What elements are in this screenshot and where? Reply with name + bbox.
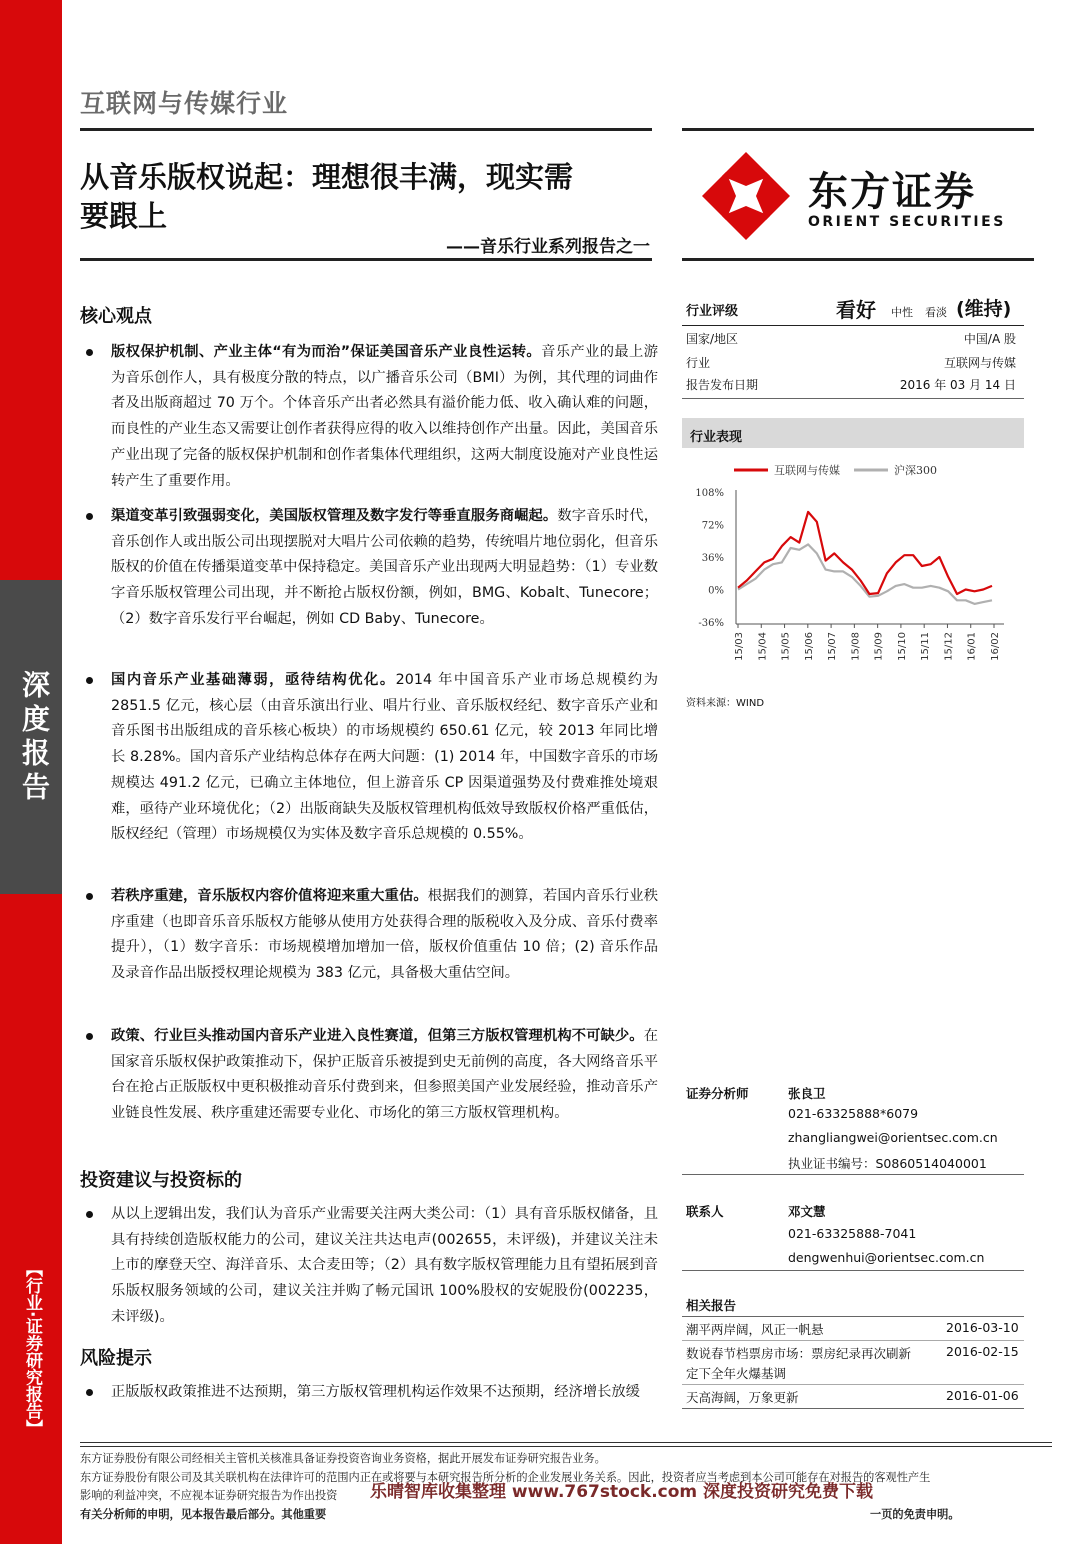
contact-phone: 021-63325888-7041 [788, 1226, 917, 1241]
related-rule-bottom [682, 1408, 1024, 1409]
performance-chart [682, 454, 1024, 686]
bullet-icon [86, 893, 93, 900]
x-tick-label: 15/07 [827, 632, 839, 661]
related-rule-1 [682, 1340, 1024, 1341]
rating-option-negative: 看淡 [925, 306, 947, 319]
related-item-2-date: 2016-02-15 [946, 1344, 1019, 1359]
invest-heading: 投资建议与投资标的 [80, 1170, 242, 1191]
analyst-name: 张良卫 [788, 1086, 826, 1101]
rating-row-date: 报告发布日期 2016 年 03 月 14 日 [686, 378, 1016, 392]
bullet-icon [86, 1033, 93, 1040]
series-line [738, 512, 992, 594]
analyst-rule [682, 1174, 1024, 1175]
brand-rule-top [682, 128, 1034, 131]
bullet-icon [86, 349, 93, 356]
related-item-1-date: 2016-03-10 [946, 1320, 1019, 1335]
side-band-top [0, 0, 62, 580]
core-item-1: 版权保护机制、产业主体“有为而治”保证美国音乐产业良性运转。音乐产业的最上游为音乐创作人，具有极度分散的特点，以广播音乐公司（BMI）为例，其代理的词曲作者及出版商超过 70 万个。个体音乐产出者必然具有溢价能力低、收入确认难的问题，而良性的产业生态又需要让创作者获得应得的收入以维持创作产出量。因此，美国音乐产业出现了完备的版权保护机制和创作者集体代理组织，这两大制度设施对产业良性运转产生了重要作用。 [80, 340, 658, 494]
rating-row-industry: 行业 互联网与传媒 [686, 356, 1016, 370]
invest-item: 从以上逻辑出发，我们认为音乐产业需要关注两大类公司：（1）具有音乐版权储备，且具有持续创造版权能力的公司，建议关注共达电声(002655，未评级)，并建议关注未上市的摩登天空、海洋音乐、太合麦田等；（2）具有数字版权管理能力且有望拓展到音乐版权服务领域的公司，建议关注并购了畅元国讯 100%股权的安妮股份(002235，未评级)。 [80, 1202, 658, 1331]
legend-label: 互联网与传媒 [774, 464, 840, 477]
bullet-icon [86, 513, 93, 520]
rating-rule [682, 325, 1024, 326]
y-tick-label: -36% [698, 618, 724, 629]
x-tick-label: 15/12 [943, 632, 955, 661]
rating-keep: (维持) [956, 298, 1012, 320]
analyst-label: 证券分析师 [686, 1086, 749, 1101]
rating-label: 行业评级 [686, 304, 739, 319]
chart-svg [682, 454, 1024, 686]
x-tick-label: 15/09 [873, 632, 885, 661]
brand-logo-icon [700, 150, 792, 242]
related-item-3-title[interactable]: 天高海阔，万象更新 [686, 1390, 799, 1405]
rating-option-neutral: 中性 [891, 306, 913, 319]
rating-value: 看好 [836, 298, 876, 322]
related-item-2-title[interactable]: 数说春节档票房市场：票房纪录再次刷新 [686, 1346, 912, 1361]
industry-label: 互联网与传媒行业 [80, 89, 289, 118]
x-tick-label: 15/04 [757, 632, 769, 661]
y-tick-label: 108% [695, 488, 724, 499]
analyst-cert: 执业证书编号：S0860514040001 [788, 1156, 987, 1171]
header-rule [80, 128, 652, 131]
page-title: 从音乐版权说起：理想很丰满，现实需 要跟上 [80, 160, 574, 233]
chart-source: 资料来源：WIND [686, 698, 765, 709]
brand-name-cn: 东方证券 [808, 169, 976, 215]
related-item-2-title-cont[interactable]: 定下全年火爆基调 [686, 1366, 787, 1381]
core-item-4: 若秩序重建，音乐版权内容价值将迎来重大重估。根据我们的测算，若国内音乐行业秩序重建（也即音乐音乐版权方能够从使用方处获得合理的版税收入及分成、音乐付费率提升），（1）数字音乐：市场规模增加增加一倍，版权价值重估 10 倍；(2) 音乐作品及录音作品出版授权理论规模为 383 亿元，具备极大重估空间。 [80, 884, 658, 987]
contact-email[interactable]: dengwenhui@orientsec.com.cn [788, 1250, 985, 1265]
contact-name: 邓文慧 [788, 1204, 826, 1219]
report-tag-label: 【行业·证券研究报告】 [22, 1260, 42, 1437]
x-tick-label: 16/02 [990, 632, 1001, 661]
risk-heading: 风险提示 [80, 1348, 152, 1369]
chart-title: 行业表现 [690, 430, 743, 445]
brand-rule-bottom [682, 258, 1034, 261]
x-tick-label: 15/10 [896, 632, 908, 661]
core-item-2: 渠道变革引致强弱变化，美国版权管理及数字发行等垂直服务商崛起。数字音乐时代，音乐创作人或出版公司出现摆脱对大唱片公司依赖的趋势，传统唱片地位弱化，但音乐版权的价值在传播渠道变革中保持稳定。美国音乐产业出现两大明显趋势：（1）专业数字音乐版权管理公司出现，并不断抢占版权份额，例如，BMG、Kobalt、Tunecore；（2）数字音乐发行平台崛起，例如 CD Baby、Tunecore。 [80, 504, 658, 633]
rating-row-region: 国家/地区 中国/A 股 [686, 332, 1016, 346]
related-rule-top [682, 1316, 1024, 1317]
title-rule [80, 258, 652, 261]
related-heading: 相关报告 [686, 1298, 737, 1313]
bullet-icon [86, 677, 93, 684]
x-tick-label: 15/06 [803, 632, 815, 661]
side-band-deep-report [0, 580, 62, 894]
x-tick-label: 15/08 [850, 632, 862, 661]
x-tick-label: 15/03 [734, 632, 745, 661]
side-band-bottom [0, 894, 62, 1544]
x-tick-label: 15/05 [780, 632, 792, 661]
legend-label: 沪深300 [894, 464, 937, 477]
y-tick-label: 36% [701, 553, 724, 564]
deep-report-label: 深度报告 [18, 670, 51, 806]
analyst-email[interactable]: zhangliangwei@orientsec.com.cn [788, 1130, 998, 1145]
bullet-icon [86, 1211, 93, 1218]
risk-item: 正版版权政策推进不达预期，第三方版权管理机构运作效果不达预期，经济增长放缓 [80, 1380, 658, 1406]
x-tick-label: 15/11 [920, 632, 932, 661]
bullet-icon [86, 1389, 93, 1396]
y-tick-label: 72% [701, 520, 724, 532]
contact-rule [682, 1270, 1024, 1271]
related-rule-2 [682, 1384, 1024, 1385]
y-tick-label: 0% [708, 585, 724, 597]
page-subtitle: ——音乐行业系列报告之一 [446, 237, 650, 257]
analyst-phone: 021-63325888*6079 [788, 1106, 919, 1121]
contact-label: 联系人 [686, 1204, 724, 1219]
x-tick-label: 16/01 [966, 632, 978, 661]
brand-name-en: ORIENT SECURITIES [808, 214, 1006, 230]
related-item-1-title[interactable]: 潮平两岸阔，风正一帆悬 [686, 1322, 824, 1337]
watermark-text: 乐晴智库收集整理 www.767stock.com 深度投资研究免费下载 [370, 1482, 874, 1502]
rating-rule-bottom [682, 398, 1024, 399]
core-item-5: 政策、行业巨头推动国内音乐产业进入良性赛道，但第三方版权管理机构不可缺少。在国家音乐版权保护政策推动下，保护正版音乐被提到史无前例的高度，各大网络音乐平台在抢占正版版权中更积极推动音乐付费到来，但参照美国产业发展经验，推动音乐产业链良性发展、秩序重建还需要专业化、市场化的第三方版权管理机构。 [80, 1024, 658, 1127]
related-item-3-date: 2016-01-06 [946, 1388, 1019, 1403]
core-heading: 核心观点 [80, 306, 152, 327]
disclaimer: 东方证券股份有限公司经相关主管机关核准具备证券投资咨询业务资格，据此开展发布证券研究报告业务。 东方证券股份有限公司及其关联机构在法律许可的范围内正在或将要与本研究报告所分析的企业发展业务关系。因此，投资者应当考虑到本公司可能存在对报告的客观性产生 影响的利益冲突，不应视本证券研究报告为作出投资 乐晴智库收集整理 www.767stock.com 深度投资研究免费下载 有关分析师的申明，见本报告最后部分。其他重要 一页的免责申明。 [80, 1452, 960, 1521]
footer-rule [80, 1442, 1052, 1447]
chart-title-bar [682, 418, 1024, 448]
core-item-3: 国内音乐产业基础薄弱，亟待结构优化。2014 年中国音乐产业市场总规模约为 2851.5 亿元，核心层（由音乐演出行业、唱片行业、音乐版权经纪、数字音乐产业和音乐图书出版组成的音乐核心板块）的市场规模约 650.61 亿元，较 2013 年同比增长 8.28%。国内音乐产业结构总体存在两大问题：(1) 2014 年，中国数字音乐的市场规模达 491.2 亿元，已确立主体地位，但上游音乐 CP 因渠道强势及付费难推处境艰难，亟待产业环境优化；（2）出版商缺失及版权管理机构低效导致版权价格严重低估，版权经纪（管理）市场规模仅为实体及数字音乐总规模的 0.55%。 [80, 668, 658, 848]
